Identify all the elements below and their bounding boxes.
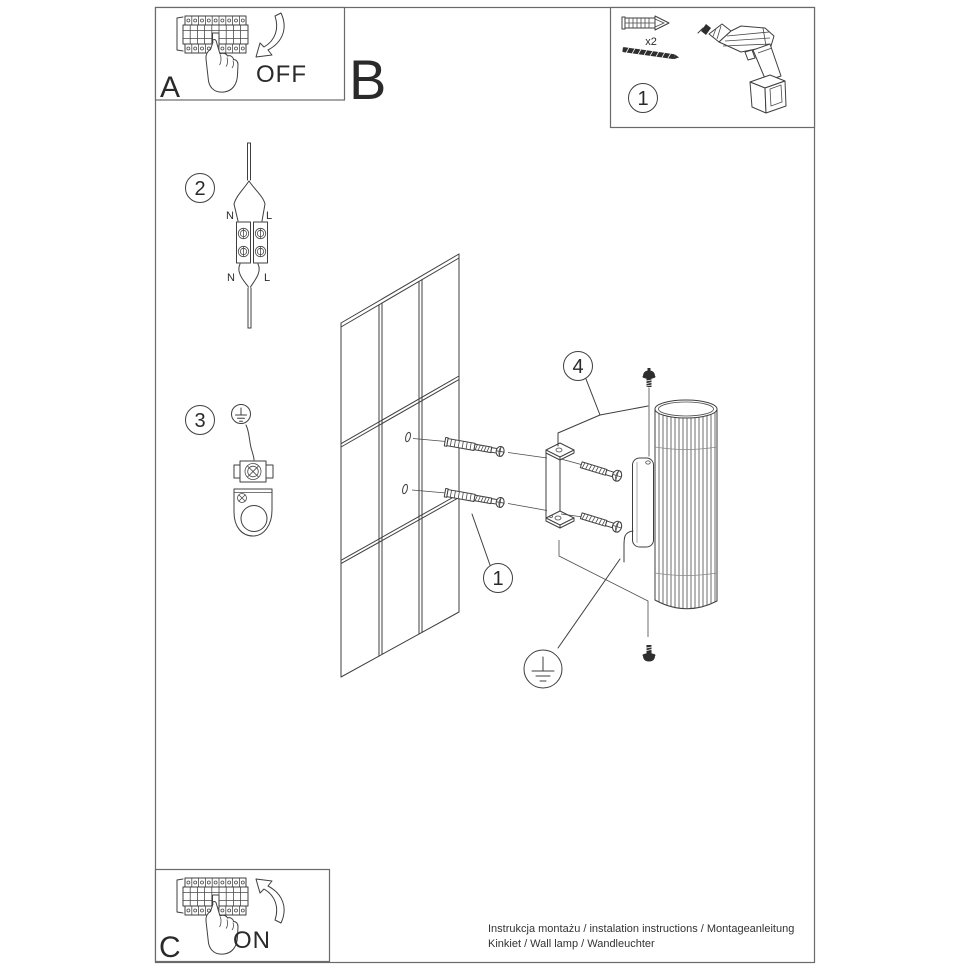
footer-line1: Instrukcja montażu / instalation instructions / Montageanleitung — [488, 923, 795, 935]
lamp-backplate — [633, 458, 654, 547]
step-c-label: C — [159, 931, 181, 964]
step-c-panel — [156, 870, 330, 965]
label-neutral-bottom: N — [227, 272, 235, 284]
callout-mount-screws-number: 4 — [572, 356, 584, 378]
callout-tools-number: 1 — [637, 88, 649, 110]
label-live-bottom: L — [264, 272, 271, 284]
label-live-top: L — [266, 210, 273, 222]
step-a-label: A — [160, 71, 181, 104]
label-neutral-top: N — [226, 210, 234, 222]
off-label: OFF — [256, 61, 307, 88]
parts-box — [611, 8, 815, 128]
footer-line2: Kinkiet / Wall lamp / Wandleuchter — [488, 938, 655, 950]
callout-anchors-number: 1 — [492, 568, 504, 590]
callout-wiring — [186, 174, 215, 203]
step-b-label: B — [349, 48, 387, 111]
callout-grounding — [186, 406, 215, 435]
on-label: ON — [233, 927, 271, 954]
callout-grounding-number: 3 — [194, 410, 206, 432]
mounting-plate — [234, 489, 272, 536]
anchor-qty-label: x2 — [645, 36, 657, 48]
callout-wiring-number: 2 — [194, 178, 206, 200]
step-a-box — [156, 8, 345, 101]
callout-tools — [629, 84, 658, 113]
step-a-panel — [156, 8, 345, 105]
page-border — [156, 8, 815, 963]
earth-symbol-small-icon — [232, 405, 251, 424]
